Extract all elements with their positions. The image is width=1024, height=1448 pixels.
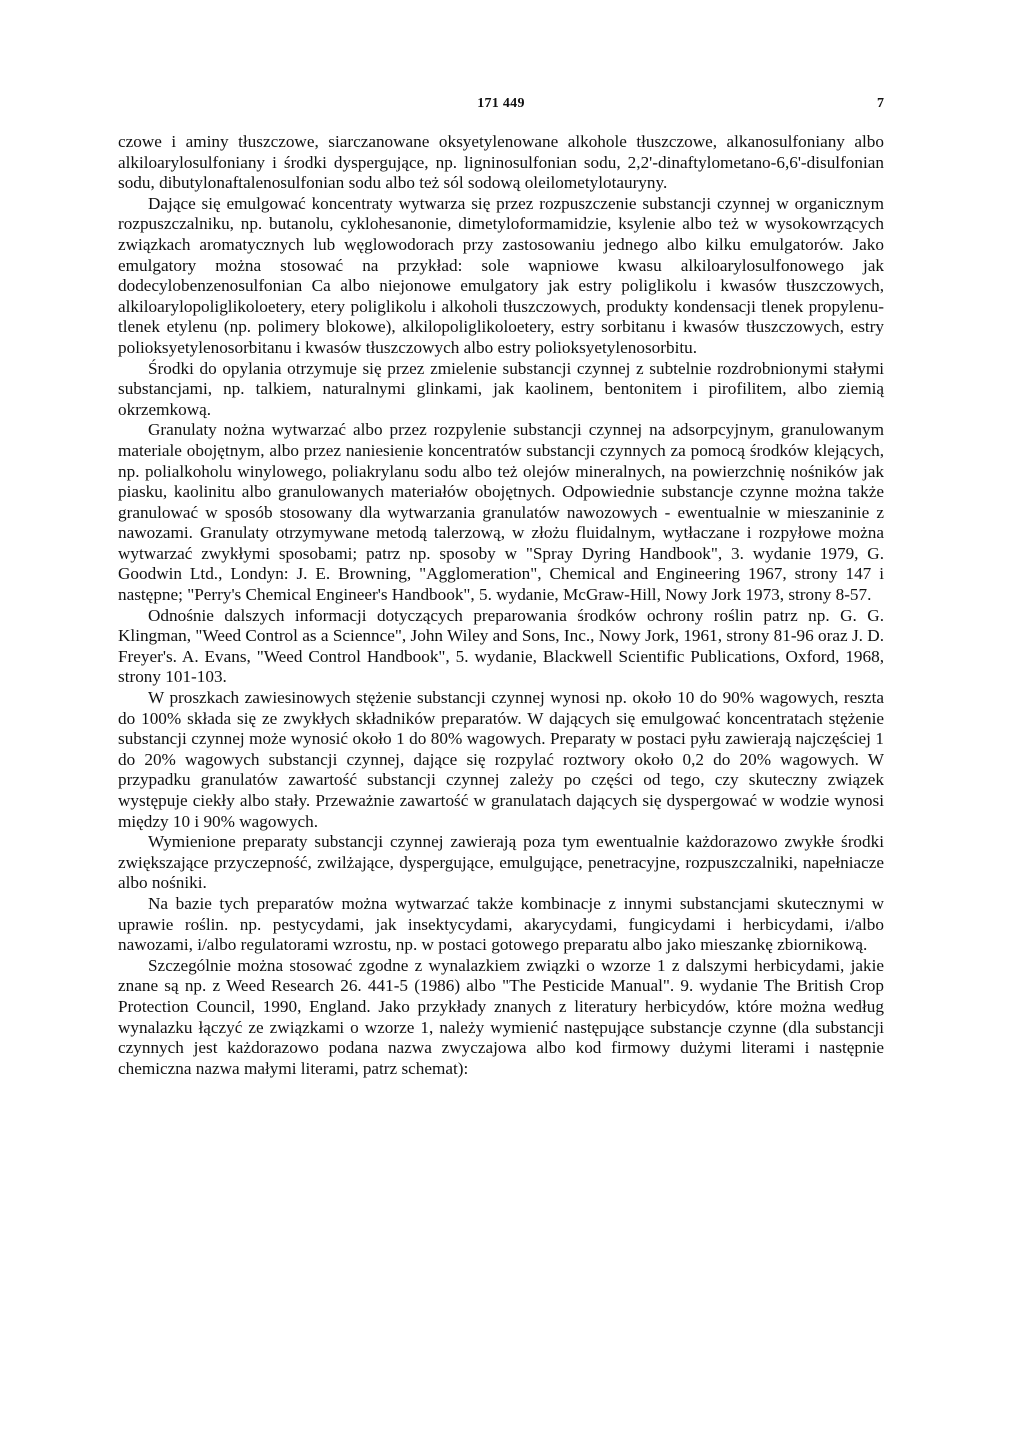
page-header xyxy=(118,96,884,120)
paragraph-concentrations: W proszkach zawiesinowych stężenie substancji czynnej wynosi np. około 10 do 90% wagowych, reszta do 100% składa się ze zwykłych składników preparatów. W dających się emulgować koncentratach stężenie substancji czynnej może wynosić około 1 do 80% wagowych. Preparaty w postaci pyłu zawierają najczęściej 1 do 20% wagowych substancji czynnej, dające się rozpylać roztwory około 0,2 do 20% wagowych. W przypadku granulatów zawartość substancji czynnej zależy po części od tego, czy skuteczny związek występuje ciekły albo stały. Przeważnie zawartość w granulatach dających się dyspergować w wodzie wynosi między 10 i 90% wagowych. xyxy=(118,688,884,831)
patent-number: 171 449 xyxy=(477,96,525,111)
paragraph-dusts: Środki do opylania otrzymuje się przez zmielenie substancji czynnej z subtelnie rozdrobnionymi stałymi substancjami, np. talkiem, naturalnymi glinkami, jak kaolinem, bentonitem i pirofilitem, albo ziemią okrzemkową. xyxy=(118,358,884,419)
paragraph-granules: Granulaty nożna wytwarzać albo przez rozpylenie substancji czynnej na adsorpcyjnym, granulowanym materiale obojętnym, albo przez naniesienie koncentratów substancji czynnych za pomocą środków klejących, np. polialkoholu winylowego, poliakrylanu sodu albo też olejów mineralnych, na powierzchnię nośników jak piasku, kaolinitu albo granulowanych materiałów obojętnych. Odpowiednie substancje czynne można także granulować w sposób stosowany dla wytwarzania granulatów nawozowych - ewentualnie w mieszaninie z nawozami. Granulaty otrzymywane metodą talerzową, w złożu fluidalnym, wytłaczane i rozpyłowe można wytwarzać zwykłymi sposobami; patrz np. sposoby w "Spray Dyring Handbook", 3. wydanie 1979, G. Goodwin Ltd., Londyn: J. E. Browning, "Agglomeration", Chemical and Engineering 1967, strony 147 i następne; "Perry's Chemical Engineer's Handbook", 5. wydanie, McGraw-Hill, Nowy Jork 1973, strony 8-57. xyxy=(118,420,884,605)
paragraph-combinations: Na bazie tych preparatów można wytwarzać także kombinacje z innymi substancjami skutecznymi w uprawie roślin. np. pestycydami, jak insektycydami, akarycydami, fungicydami i herbicydami, i/albo nawozami, i/albo regulatorami wzrostu, np. w postaci gotowego preparatu albo jako mieszankę zbiornikową. xyxy=(118,893,884,955)
paragraph-herbicide-combinations: Szczególnie można stosować zgodne z wynalazkiem związki o wzorze 1 z dalszymi herbicydami, jakie znane są np. z Weed Research 26. 441-5 (1986) albo "The Pesticide Manual". 9. wydanie The British Crop Protection Council, 1990, England. Jako przykłady znanych z literatury herbicydów, które można według wynalazku łączyć ze związkami o wzorze 1, należy wymienić następujące substancje czynne (dla substancji czynnych jest każdorazowo podana nazwa zwyczajowa albo kod firmowy dużymi literami i następnie chemiczna nazwa małymi literami, patrz schemat): xyxy=(118,955,884,1078)
paragraph-continuation: czowe i aminy tłuszczowe, siarczanowane oksyetylenowane alkohole tłuszczowe, alkanosulfoniany albo alkiloarylosulfoniany i środki dyspergujące, np. ligninosulfonian sodu, 2,2'-dinaftylometano-6,6'-disulfonian sodu, dibutylonaftalenosulfonian sodu albo też sól sodową oleilometylotauryny. xyxy=(118,132,884,193)
page-number: 7 xyxy=(877,96,884,111)
paragraph-additives: Wymienione preparaty substancji czynnej zawierają poza tym ewentualnie każdorazowo zwykłe środki zwiększające przyczepność, zwilżające, dyspergujące, emulgujące, penetracyjne, rozpuszczalniki, napełniacze albo nośniki. xyxy=(118,832,884,893)
body-text xyxy=(118,132,884,1079)
paragraph-further-information: Odnośnie dalszych informacji dotyczących preparowania środków ochrony roślin patrz np. G. G. Klingman, "Weed Control as a Sciennce", John Wiley and Sons, Inc., Nowy Jork, 1961, strony 81-96 oraz J. D. Freyer's. A. Evans, "Weed Control Handbook", 5. wydanie, Blackwell Scientific Publications, Oxford, 1968, strony 101-103. xyxy=(118,605,884,687)
paragraph-emulsifiable-concentrates: Dające się emulgować koncentraty wytwarza się przez rozpuszczenie substancji czynnej w organicznym rozpuszczalniku, np. butanolu, cyklohesanonie, dimetyloformamidzie, ksylenie albo też w wysokowrzących związkach aromatycznych lub węglowodorach przy zastosowaniu jednego albo kilku emulgatorów. Jako emulgatory można stosować na przykład: sole wapniowe kwasu alkiloarylosulfonowego jak dodecylobenzenosulfonian Ca albo niejonowe emulgatory jak estry poliglikolu i kwasów tłuszczowych, alkiloarylopoliglikoloetery, etery poliglikolu i alkoholi tłuszczowych, produkty kondensacji tlenek propylenu-tlenek etylenu (np. polimery blokowe), alkilopoliglikoloetery, estry sorbitanu i kwasów tłuszczowych, estry polioksyetylenosorbitanu i kwasów tłuszczowych albo estry polioksyetylenosorbitu. xyxy=(118,193,884,357)
